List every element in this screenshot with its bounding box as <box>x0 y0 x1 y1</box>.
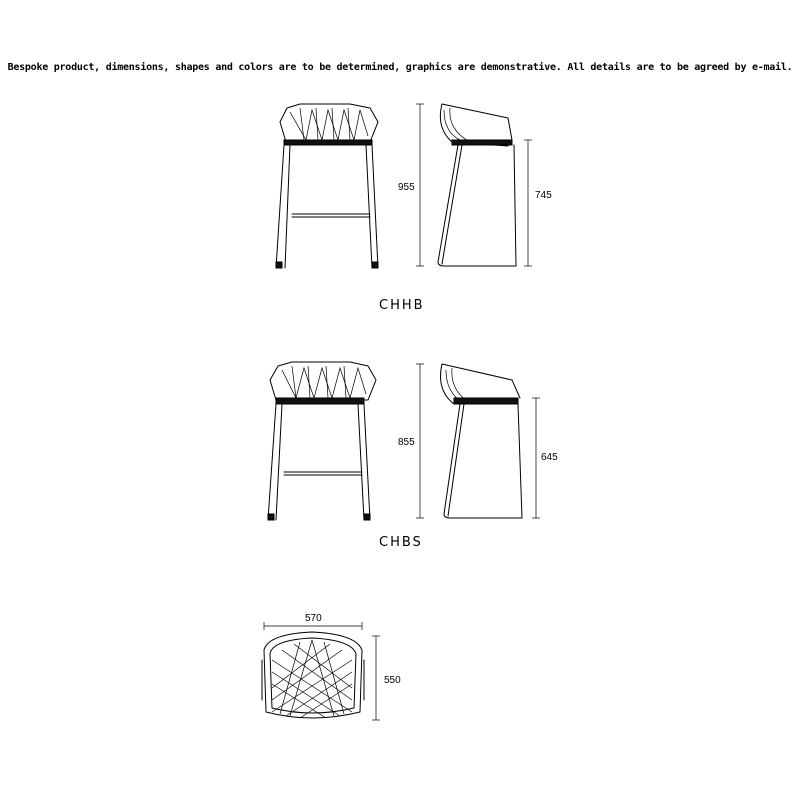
chbs-front-view <box>268 362 376 520</box>
model-code-chbs: CHBS <box>379 535 423 550</box>
model-code-chhb: CHHB <box>379 298 425 313</box>
chhb-seat-height-label: 745 <box>535 190 552 201</box>
chhb-total-height-label: 955 <box>398 182 415 193</box>
top-view-width-label: 570 <box>305 613 322 624</box>
disclaimer-text: Bespoke product, dimensions, shapes and colors are to be determined, graphics are demonstrative. All details are to be agreed by e-mail. <box>7 62 793 73</box>
chhb-side-view <box>438 104 516 266</box>
chbs-total-height-label: 855 <box>398 437 415 448</box>
top-view-depth-label: 550 <box>384 675 401 686</box>
chbs-seat-height-label: 645 <box>541 452 558 463</box>
chbs-side-view <box>441 364 523 518</box>
chhb-front-view <box>276 104 378 268</box>
top-view <box>262 632 364 718</box>
